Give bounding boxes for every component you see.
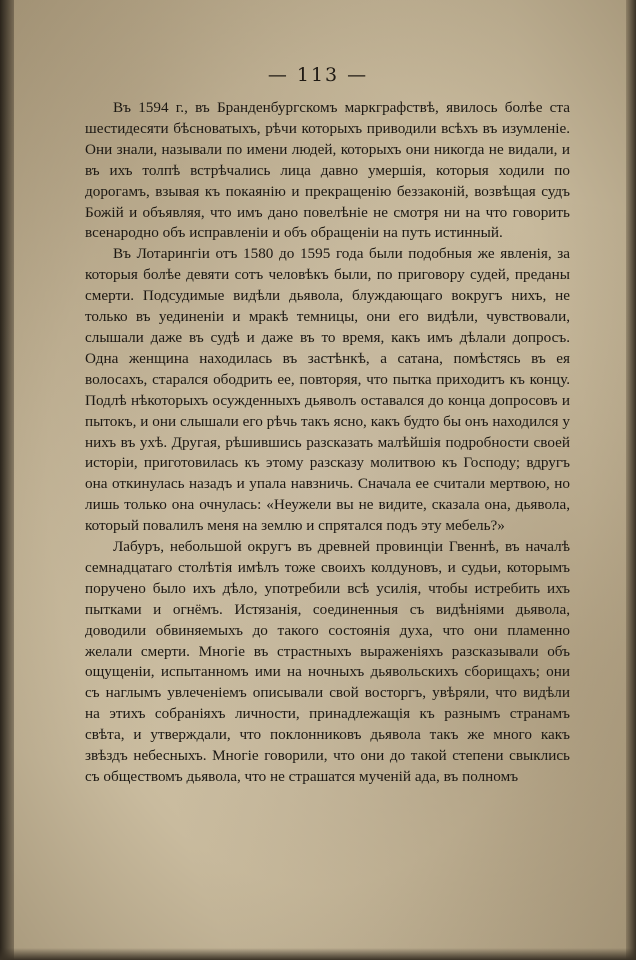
paragraph-labourd: Лабуръ, небольшой округъ въ древней провинціи Гвеннѣ, въ началѣ семнадцатаго столѣтія имѣлъ тоже своихъ колдуновъ, и судьи, которымъ поручено было ихъ дѣло, употребили всѣ усилія, чтобы истребить ихъ пытками и огнёмъ. Истязанія, соединенныя съ видѣніями дьявола, доводили обвиняемыхъ до такого состоянія духа, что они пламенно желали смерти. Многіе въ страстныхъ выраженіяхъ разсказывали объ ощущеніи, испытанномъ ими на ночныхъ дьявольскихъ сборищахъ; они съ наглымъ увлеченіемъ описывали свой восторгъ, увѣряли, что видѣли на этихъ собраніяхъ личности, принадлежащія къ разнымъ странамъ свѣта, и утверждали, что поклонниковъ дьявола такъ же много какъ звѣздъ небесныхъ. Многіе говорили, что они до такой степени свыклись съ обществомъ дьявола, что не страшатся мученій ада, въ полномъ (85, 538, 570, 785)
body-text (85, 98, 570, 788)
page-right-shadow (626, 0, 636, 960)
paragraph-lorraine: Въ Лотарингіи отъ 1580 до 1595 года были подобныя же явленія, за которыя болѣе девяти сотъ человѣкъ были, по приговору судей, преданы смерти. Подсудимые видѣли дьявола, блуждающаго вокругъ нихъ, не только въ уединеніи и мракѣ темницы, они его видѣли, чувствовали, слышали даже въ судѣ и даже въ то время, какъ имъ дѣлали допросъ. Одна женщина находилась въ застѣнкѣ, а сатана, помѣстясь въ ея волосахъ, старался ободрить ее, повторяя, что пытка приходитъ къ концу. Подлѣ нѣкоторыхъ осужденныхъ дьяволъ оставался до конца допросовъ и пытокъ, и они слышали его рѣчь такъ ясно, какъ будто бы онъ находился у нихъ въ ухѣ. Другая, рѣшившись разсказать малѣйшія подробности своей исторіи, приготовилась къ этому разсказу молитвою къ Господу; вдругъ она откинулась назадъ и упала навзничь. Сначала ее считали мертвою, но лишь только она очнулась: «Неужели вы не видите, сказала она, дьявола, который повалилъ меня на землю и спрятался подъ эту мебель?» (85, 245, 570, 535)
page-left-shadow (0, 0, 14, 960)
page-bottom-shadow (0, 948, 636, 960)
paragraph-brandenburg: Въ 1594 г., въ Бранденбургскомъ маркграфствѣ, явилось болѣе ста шестидесяти бѣсноватыхъ, рѣчи которыхъ приводили всѣхъ въ изумленіе. Они знали, называли по имени людей, которыхъ они никогда не видали, и въ ихъ толпѣ встрѣчались лица давно умершія, которыя ходили по дорогамъ, взывая къ покаянію и прекращенію беззаконій, возвѣщая судъ Божій и объявляя, что имъ дано повелѣніе не смотря ни на что говорить всенародно объ исправленіи и объ обращеніи на путь истинный. (85, 99, 570, 242)
page-number: — 113 — (267, 64, 369, 86)
